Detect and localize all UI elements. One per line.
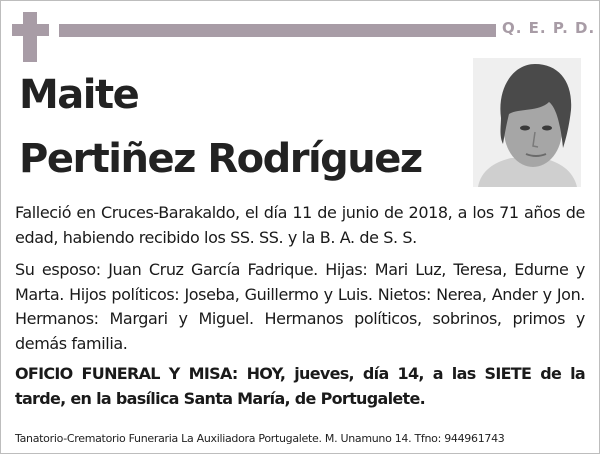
family-text: Su esposo: Juan Cruz García Fadrique. Hijas: Mari Luz, Teresa, Edurne y Marta. Hijos políticos: Joseba, Guillermo y Luis. Nietos: Nerea, Ander y Jon. Hermanos: Margari y Miguel. Hermanos políticos, sobrinos, primos y demás familia. (15, 260, 585, 353)
deceased-surnames: Pertiñez Rodríguez (19, 136, 422, 182)
deceased-first-name: Maite (19, 72, 139, 118)
death-notice-text: Falleció en Cruces-Barakaldo, el día 11 de junio de 2018, a los 71 años de edad, habiendo recibido los SS. SS. y la B. A. de S. S. (15, 203, 585, 247)
deceased-photo (473, 58, 581, 187)
qepd-label: Q. E. P. D. (502, 19, 596, 37)
funeral-home-footer: Tanatorio-Crematorio Funeraria La Auxiliadora Portugalete. M. Unamuno 14. Tfno: 944961743 (15, 432, 505, 445)
funeral-text: OFICIO FUNERAL Y MISA: HOY, jueves, día 14, a las SIETE de la tarde, en la basílica Santa María, de Portugalete. (15, 364, 585, 408)
header-bar (59, 24, 496, 37)
